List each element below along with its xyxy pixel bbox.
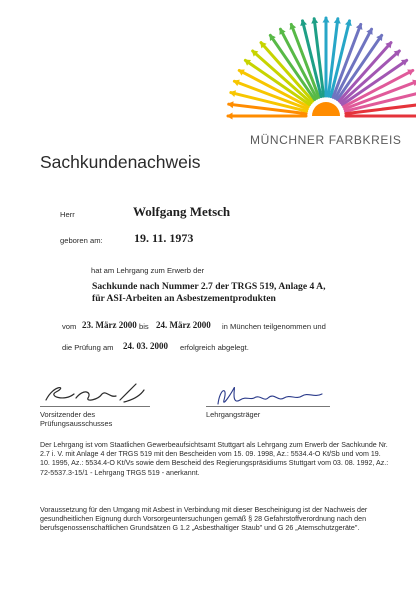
farbkreis-logo [224, 4, 416, 150]
logo-ray [339, 43, 391, 101]
person-name: Wolfgang Metsch [133, 204, 231, 219]
attendance-from-date: 23. März 2000 [82, 320, 137, 330]
course-line-1: Sachkunde nach Nummer 2.7 der TRGS 519, Anlage 4 A, [92, 281, 326, 292]
intro-text: hat am Lehrgang zum Erwerb der [91, 266, 205, 275]
course-description [92, 281, 326, 304]
attendance-from-label: vom [62, 322, 77, 331]
dob-value: 19. 11. 1973 [134, 231, 194, 245]
left-caption-line-2: Prüfungsausschusses [40, 419, 113, 429]
logo-ray-arrowhead [311, 17, 318, 23]
logo-ray [261, 43, 313, 101]
salutation: Herr [60, 210, 75, 219]
exam-suffix: erfolgreich abgelegt. [180, 343, 249, 352]
document-title: Sachkundenachweis [40, 152, 201, 172]
attendance-to-label: bis [139, 322, 149, 331]
logo-wordmark: MÜNCHNER FARBKREIS [250, 133, 402, 147]
logo-ray-arrowhead [227, 113, 233, 120]
logo-ray-arrowhead [227, 101, 233, 108]
attendance-to-date: 24. März 2000 [156, 320, 211, 330]
left-caption-line-1: Vorsitzender des [40, 410, 96, 419]
requirements-paragraph: Voraussetzung für den Umgang mit Asbest in Verbindung mit dieser Bescheinigung ist der Nachweis der gesundheitlichen Eignung durch Vorsorgeuntersuchungen gemäß § 28 Gefahrstoffverordnung nach den berufsgenossenschaftlichen Grundsätzen G 1.2 „Asbesthaltiger Staub" und G 26 „Atemschutzgeräte". [40, 506, 368, 533]
right-signature-line [206, 406, 330, 407]
recognition-paragraph: Der Lehrgang ist vom Staatlichen Gewerbeaufsichtsamt Stuttgart als Lehrgang zum Erwerb der Sachkunde Nr. 2.7 i. V. mit Anlage 4 der TRGS 519 mit den Bescheiden vom 15. 09. 1998, Az.: 5534.4-O Kt/Sb und vom 19. 10. 1995, Az.: 5534.4-O Kt/Vs sowie dem Bescheid des Regierungspräsidiums Stuttgart vom 03. 08. 1992, Az.: 72-5537.3-15/1 - Lehrgang TRGS 519 - anerkannt. [40, 441, 389, 477]
exam-date: 24. 03. 2000 [123, 341, 168, 351]
left-signature-caption [40, 410, 112, 428]
right-signature-caption: Lehrgangsträger [206, 410, 261, 419]
left-signature [40, 378, 150, 408]
logo-ray [341, 51, 399, 103]
logo-ray-arrowhead [334, 17, 341, 23]
logo-ray [253, 51, 311, 103]
dob-label: geboren am: [60, 236, 103, 245]
logo-sun [312, 102, 340, 116]
exam-label: die Prüfung am [62, 343, 114, 352]
left-signature-line [40, 406, 150, 407]
logo-ray-arrowhead [323, 17, 330, 23]
attendance-suffix: in München teilgenommen und [222, 322, 326, 331]
course-line-2: für ASI-Arbeiten an Asbestzementprodukten [92, 292, 276, 304]
